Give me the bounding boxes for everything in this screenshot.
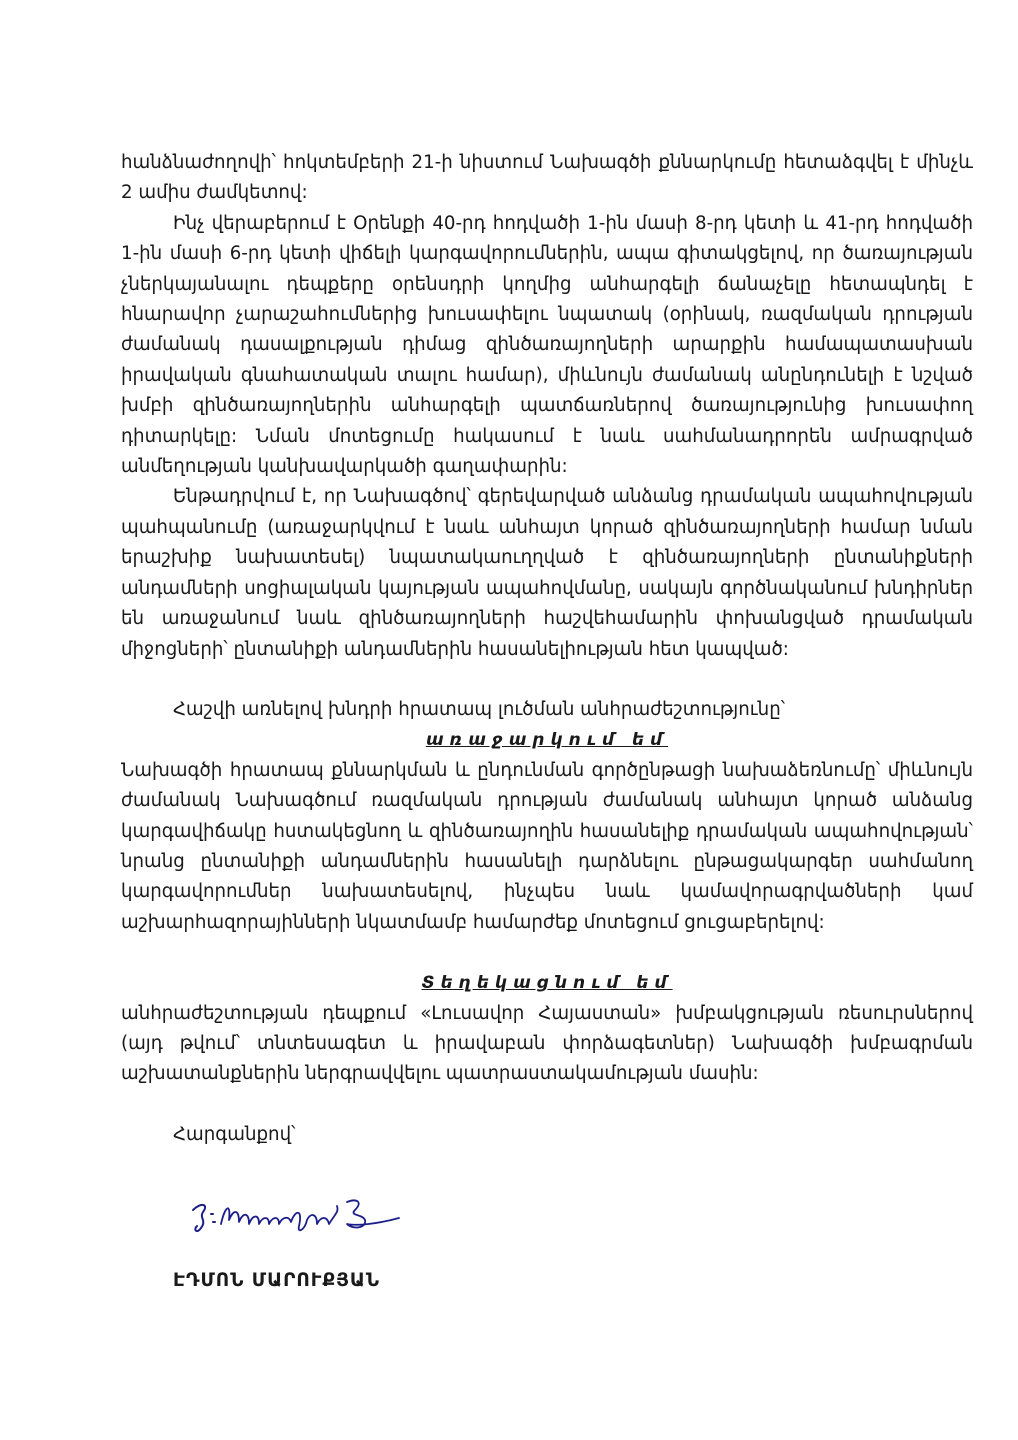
paragraph-law-articles: Ինչ վերաբերում է Օրենքի 40-րդ հոդվածի 1-ին մասի 8-րդ կետի և 41-րդ հոդվածի 1-ին մասի 6-րդ կետի վիճելի կարգավորումներին, ապա գիտակցելով, որ ծառայության չներկայանալու դեպքերը օրենսդրի կողմից անհարգելի ճանաչելը հետապնդել է հնարավոր չարաշահումներից խուսափելու նպատակ (օրինակ, ռազմական դրության ժամանակ դասալքության դիմաց զինծառայողների արարքին համապատասխան իրավական գնահատական տալու համար), միևնույն ժամանակ անընդունելի է նշված խմբի զինծառայողներին անհարգելի պատճառներով ծառայությունից խուսափող դիտարկելը: Նման մոտեցումը հակասում է նաև սահմանադրորեն ամրագրված անմեղության կանխավարկածի գաղափարին: [121,212,973,478]
intro-line: Հաշվի առնելով խնդրի հրատապ լուծման անհրաժեշտությունը՝ [173,698,786,720]
paragraph-financial-support: Ենթադրվում է, որ Նախագծով՝ գերեվարված անձանց դրամական ապահովության պահպանումը (առաջարկվում է նաև անհայտ կորած զինծառայողների համար նման երաշխիք նախատեսել) նպատակաուղղված է զինծառայողների ընտանիքների անդամների սոցիալական կայության ապահովմանը, սակայն գործնականում խնդիրներ են առաջանում նաև զինծառայողների հաշվեհամարին փոխանցված դրամական միջոցների՝ ընտանիքի անդամներին հասանելիության հետ կապված: [121,486,973,660]
spacer [121,1090,973,1120]
signature-scribble-icon [187,1184,407,1244]
spacer [121,665,973,695]
spacer [121,938,973,968]
signer-name: ԷԴՄՈՆ ՄԱՐՈՒՔՅԱՆ [173,1270,380,1292]
paragraph-continuation: հանձնաժողովի՝ հոկտեմբերի 21-ի նիստում Նախագծի քննարկումը հետաձգվել է մինչև 2 ամիս ժամկետով: [121,152,973,204]
heading-propose: առաջարկում եմ [425,730,669,751]
paragraph-inform: անհրաժեշտության դեպքում «Լուսավոր Հայաստան» խմբակցության ռեսուրսներով (այդ թվում՝ տնտեսագետ և իրավաբան փորձագետներ) Նախագծի խմբագրման աշխատանքներին ներգրավվելու պատրաստակամության մասին: [121,1002,973,1085]
signature-image [187,1184,407,1244]
closing-salutation: Հարգանքով՝ [173,1123,296,1145]
paragraph-proposal: Նախագծի հրատապ քննարկման և ընդունման գործընթացի նախաձեռնումը՝ միևնույն ժամանակ Նախագծում ռազմական դրության ժամանակ անհայտ կորած անձանց կարգավիճակը հստակեցնող և զինծառայողին հասանելիք դրամական ապահովության՝ նրանց ընտանիքի անդամներին հասանելի դարձնելու ընթացակարգեր սահմանող կարգավորումներ նախատեսելով, ինչպես նաև կամավորագրվածների կամ աշխարհազորայինների նկատմամբ համարժեք մոտեցում ցուցաբերելով: [121,759,973,933]
letter-page [121,148,973,1296]
heading-inform: Տեղեկացնում եմ [421,973,673,994]
